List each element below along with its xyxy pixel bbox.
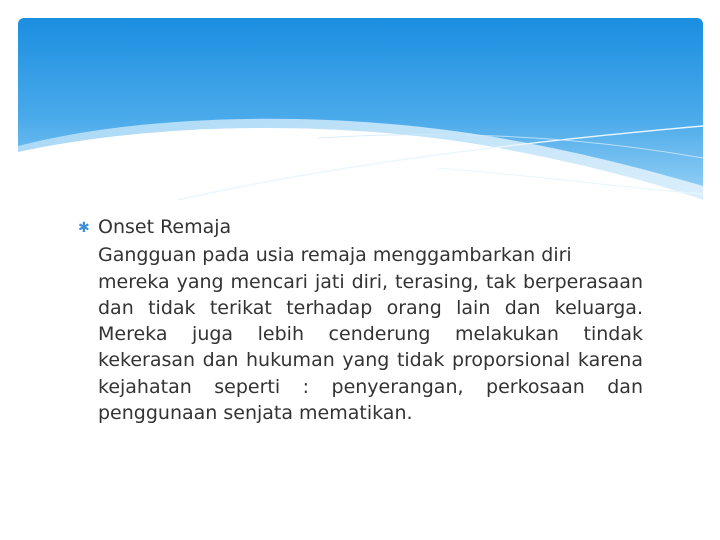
wave-decoration xyxy=(18,18,703,200)
header-banner xyxy=(18,18,703,200)
paragraph-body: mereka yang mencari jati diri, terasing, tak berperasaan dan tidak terikat terhadap orang lain dan keluarga. Mereka juga lebih cenderung melakukan tindak kekerasan dan hukuman yang tidak proporsional karena kejahatan seperti : penyerangan, perkosaan dan penggunaan senjata mematikan. xyxy=(98,270,643,425)
paragraph-first-line: Gangguan pada usia remaja menggambarkan diri xyxy=(98,244,572,267)
bullet-heading: Onset Remaja xyxy=(98,216,232,238)
content-area xyxy=(78,214,643,426)
asterisk-bullet-icon: ✱ xyxy=(78,220,90,236)
bullet-paragraph xyxy=(98,242,643,426)
bullet-item xyxy=(78,214,643,242)
